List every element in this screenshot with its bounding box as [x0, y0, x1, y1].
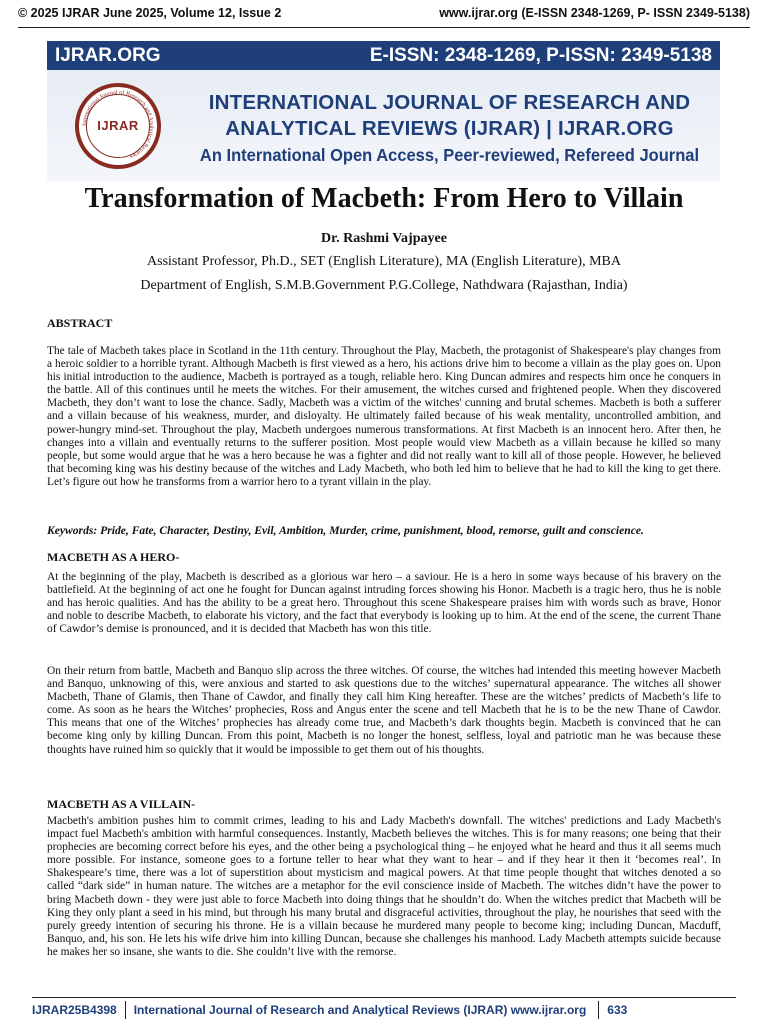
running-header — [18, 6, 750, 20]
footer-page-number: 633 — [607, 1003, 628, 1017]
author-position: Assistant Professor, Ph.D., SET (English Literature), MA (English Literature), MBA — [147, 254, 621, 269]
keywords-label: Keywords — [47, 524, 94, 537]
section-hero-para-1: At the beginning of the play, Macbeth is described as a glorious war hero – a saviour. He is a hero in some ways because of his bravery on the battlefield. At the beginning of act one he fought for Duncan against intruding forces showing his Honor. Macbeth is a tragic hero, thus he is noble and has heroic qualities. And has the ability to be a great hero. Throughout this scene Shakespeare praises him with words such as brave, Honor and noble to describe Macbeth, to elaborate his victory, and the fact that everybody is looking up to him. At the end of the scene, the current Thane of Cawdor’s demise is pronounced, and it is decided that Macbeth has won this title. — [47, 571, 721, 636]
logo-ring-text: International Journal of Research and Analytical Reviews — [81, 89, 155, 160]
author-department: Department of English, S.M.B.Government P.G.College, Nathdwara (Rajasthan, India) — [140, 278, 628, 293]
journal-title-line1: INTERNATIONAL JOURNAL OF RESEARCH AND — [208, 91, 691, 114]
footer-rule — [32, 997, 736, 998]
header-website[interactable]: www.ijrar.org (E-ISSN 2348-1269, P- ISSN 2349-5138) — [439, 6, 750, 20]
section-hero-para-2: On their return from battle, Macbeth and Banquo slip across the three witches. Of course, the witches had intended this meeting however Macbeth and Banquo, unknowing of this, were anxious and started to ask questions due to the witches’ supernatural appearance. The witches all shower Macbeth, Thane of Glamis, then Thane of Cawdor, and finally they call him King hereafter. These are the witches’ predicts of Macbeth’s life to come. As soon as he hears the Witches’ prophecies, Ross and Angus enter the scene and tell Macbeth that he is to be the new Thane of Cawdor. This means that one of the Witches’ prophecies has already come true, and Macbeth’s dark thoughts begin. Macbeth is convinced that he can become king only by killing Duncan. From this point, Macbeth is no longer the honest, selfless, loyal and patriotic man he was because these thoughts have ruined him so quickly that it would be impossible to get them out of his thoughts. — [47, 665, 721, 756]
keywords-line — [47, 524, 721, 537]
abstract-body — [47, 345, 721, 489]
journal-banner — [47, 41, 720, 181]
banner-body — [47, 70, 720, 181]
section-villain-heading: MACBETH AS A VILLAIN- — [47, 797, 196, 811]
section-hero-body — [47, 571, 721, 636]
footer-journal[interactable]: International Journal of Research and Analytical Reviews (IJRAR) www.ijrar.org — [133, 1003, 587, 1017]
paper-author: Dr. Rashmi Vajpayee — [321, 231, 447, 246]
abstract-text: The tale of Macbeth takes place in Scotland in the 11th century. Throughout the Play, Macbeth, the protagonist of Shakespeare's play changes from a heroic soldier to a horrible tyrant. Although Macbeth is first viewed as a hero, his actions drive him to become a villain as the play goes on. Upon his initial introduction to the audience, Macbeth is portrayed as a tough, reliable hero. King Duncan admires and respects him once he conquers in the battle. All of this continues until he meets the witches. For their amusement, the witches cursed and frightened people. When they discovered Macbeth, they don’t want to lose the chance. Sadly, Macbeth was a victim of the witches' cunning and brutal schemes. Macbeth is both a sufferer and a villain because of his weakness, murder, and disloyalty. He ultimately failed because of his weak mentality, uncontrolled ambition, and power-hungry mind-set. Throughout the play, Macbeth undergoes numerous transformations. At first Macbeth is an innocent hero. After then, he changes into a villain and eventually returns to the sufferer position. Most people would view Macbeth as a villain because he killed so many people, but some would argue that he was a hero because he was a fighter and did not really want to kill all of those people. However, he believed that becoming king was his destiny because of the witches and Lady Macbeth, who both led him to believe that he had to kill the king to get there. Let’s figure out how he transforms from a warrior hero to a tyrant villain in the play. — [47, 345, 721, 488]
banner-site: IJRAR.ORG — [55, 44, 161, 66]
section-hero-heading: MACBETH AS A HERO- — [47, 550, 180, 564]
section-villain-body — [47, 815, 721, 959]
page-footer — [32, 1001, 736, 1019]
journal-logo — [75, 83, 161, 169]
footer-separator-2 — [598, 1001, 599, 1019]
journal-title-line2: ANALYTICAL REVIEWS (IJRAR) | IJRAR.ORG — [225, 117, 674, 140]
footer-paper-id: IJRAR25B4398 — [32, 1003, 117, 1017]
header-rule — [18, 27, 750, 28]
journal-subtitle: An International Open Access, Peer-reviewed, Refereed Journal — [199, 146, 700, 166]
header-issue-info: © 2025 IJRAR June 2025, Volume 12, Issue 2 — [18, 6, 282, 20]
banner-bar — [47, 41, 720, 70]
logo-monogram: IJRAR — [97, 118, 139, 133]
footer-separator — [125, 1001, 126, 1019]
section-hero-body-2 — [47, 665, 721, 757]
keywords-text: : Pride, Fate, Character, Destiny, Evil, Ambition, Murder, crime, punishment, blood, remorse, guilt and conscience. — [93, 524, 644, 537]
abstract-heading: ABSTRACT — [47, 316, 113, 330]
paper-title: Transformation of Macbeth: From Hero to Villain — [84, 183, 684, 214]
banner-issn: E-ISSN: 2348-1269, P-ISSN: 2349-5138 — [369, 44, 712, 66]
journal-title — [179, 90, 720, 142]
section-villain-para-1: Macbeth's ambition pushes him to commit crimes, leading to his and Lady Macbeth's downfall. The witches' predictions and Lady Macbeth's impact fuel Macbeth's ambition with harmful consequences. Instantly, Macbeth believes the witches. This is for many reasons; one being that their prophecies are becoming correct before his eyes, and the other being a psychological thing – he enjoyed what he heard and thus it all seems much more possible. For instance, someone goes to a fortune teller to hear what they want to hear – and if they hear it then it ‘becomes real’. In Shakespeare’s time, there was a lot of superstition about mysticism and magical powers. At that time people thought that witches denoted a so called “dark side” in human nature. The witches are a metaphor for the evil conscience inside of Macbeth. The witches didn’t have the power to bring Macbeth down - they were just able to force Macbeth into doing things that he shouldn’t do. When the witches predict that Macbeth will be King they only plant a seed in his mind, but through his many brutal and disgraceful activities, throughout the play, he nourishes that seed with the purely greedy intention of securing his throne. He is a villain because he murdered many people to become king; including Duncan, Macduff, Banquo, and, his son. He lets his wife drive him into killing Duncan, because she challenges his manhood. Lady Macbeth attempts suicide because he makes her so insane, she wants to die. She couldn’t live with the remorse. — [47, 815, 721, 958]
